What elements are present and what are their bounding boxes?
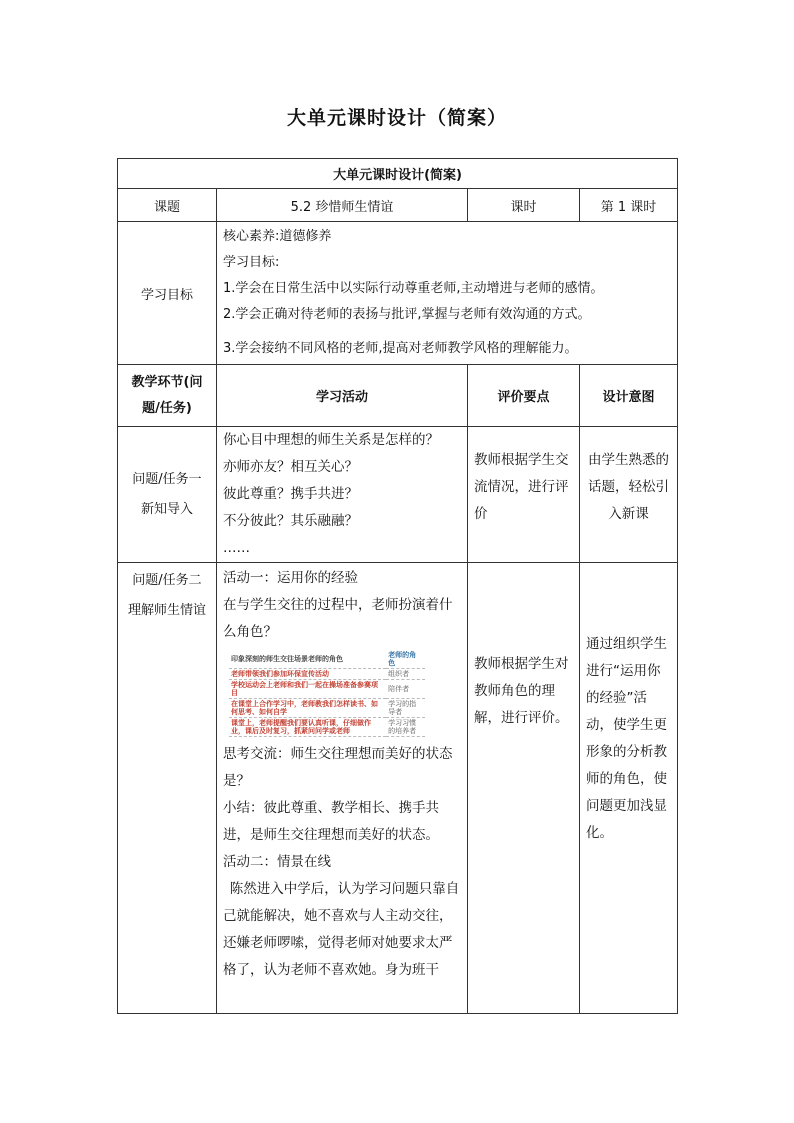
task2-stage <box>118 563 217 1014</box>
col-header-stage <box>118 365 217 427</box>
figure-role: 学习习惯的培养者 <box>386 718 425 737</box>
task1-stage <box>118 427 217 563</box>
task1-intent: 由学生熟悉的话题，轻松引入新课 <box>580 427 678 563</box>
figure-role: 组织者 <box>386 669 425 680</box>
task1-activity-line: 亦师亦友？相互关心？ <box>223 459 358 475</box>
task2-evaluation: 教师根据学生对教师角色的理解，进行评价。 <box>468 563 580 1014</box>
figure-scene: 课堂上，老师提醒我们要认真听课，仔细做作业，课后及时复习，抓紧问问学或老师 <box>229 718 386 737</box>
topic-value: 5.2 珍惜师生情谊 <box>217 189 468 222</box>
task1-activity-line: 彼此尊重？携手共进？ <box>223 486 358 502</box>
goal-line: 1.学会在日常生活中以实际行动尊重老师,主动增进与老师的感情。 <box>223 281 604 296</box>
figure-scene: 学校运动会上老师和我们一起在操场准备参赛项目 <box>229 680 386 699</box>
role-figure <box>229 650 425 737</box>
goal-line: 2.学会正确对待老师的表扬与批评,掌握与老师有效沟通的方式。 <box>223 307 591 322</box>
goals-label: 学习目标 <box>118 222 217 365</box>
task2-activity-title: 活动一：运用你的经验 <box>223 570 358 586</box>
task1-evaluation: 教师根据学生交流情况，进行评价 <box>468 427 580 563</box>
figure-col2-header: 老师的角色 <box>386 650 425 669</box>
task2-stage-line: 理解师生情谊 <box>127 603 206 618</box>
task2-intent: 通过组织学生进行“运用你的经验”活动，使学生更形象的分析教师的角色，使问题更加浅显化。 <box>580 563 678 1014</box>
task1-stage-line: 新知导入 <box>140 501 193 517</box>
figure-role: 陪伴者 <box>386 680 425 699</box>
goals-cell <box>217 222 678 365</box>
figure-role: 学习的指导者 <box>386 699 425 718</box>
period-value: 第 1 课时 <box>580 189 678 222</box>
goal-line: 3.学会接纳不同风格的老师,提高对老师教学风格的理解能力。 <box>223 341 578 356</box>
task1-activity-line: 不分彼此？其乐融融？ <box>223 513 358 529</box>
task2-activity2-title: 活动二：情景在线 <box>223 854 331 870</box>
task1-stage-line: 问题/任务一 <box>132 471 202 487</box>
lesson-plan-table <box>117 158 678 1014</box>
topic-label: 课题 <box>118 189 217 222</box>
col-header-activity: 学习活动 <box>217 365 468 427</box>
col-header-stage-line: 教学环节(问 <box>131 374 203 390</box>
task2-scenario: 陈然进入中学后，认为学习问题只靠自己就能解决，她不喜欢与人主动交往，还嫌老师啰嗦，觉得老师对她要求太严格了，认为老师不喜欢她。身为班干 <box>223 881 460 978</box>
col-header-intent: 设计意图 <box>580 365 678 427</box>
task1-activity-line: 你心目中理想的师生关系是怎样的？ <box>223 432 439 448</box>
col-header-evaluation: 评价要点 <box>468 365 580 427</box>
task2-activity-question: 在与学生交往的过程中，老师扮演着什么角色？ <box>223 597 453 640</box>
task2-discussion: 思考交流：师生交往理想而美好的状态是？ <box>223 746 453 789</box>
task2-stage-line: 问题/任务二 <box>132 573 202 588</box>
page-title: 大单元课时设计（简案） <box>286 107 507 129</box>
task1-activities <box>217 427 468 563</box>
figure-col1-header: 印象深刻的师生交往场景老师的角色 <box>229 650 386 669</box>
task2-summary: 小结：彼此尊重、教学相长、携手共进，是师生交往理想而美好的状态。 <box>223 800 439 843</box>
figure-scene: 在课堂上合作学习中，老师教我们怎样读书、如何思考、如何自学 <box>229 699 386 718</box>
period-label: 课时 <box>468 189 580 222</box>
figure-scene: 老师带领我们参加环保宣传活动 <box>229 669 386 680</box>
task2-activities <box>217 563 468 1014</box>
col-header-stage-line: 题/任务) <box>142 400 192 416</box>
table-header: 大单元课时设计(简案) <box>118 159 678 189</box>
goal-line: 核心素养:道德修养 <box>223 229 332 244</box>
task1-activity-line: …… <box>223 540 250 556</box>
goal-line: 学习目标: <box>223 255 280 270</box>
